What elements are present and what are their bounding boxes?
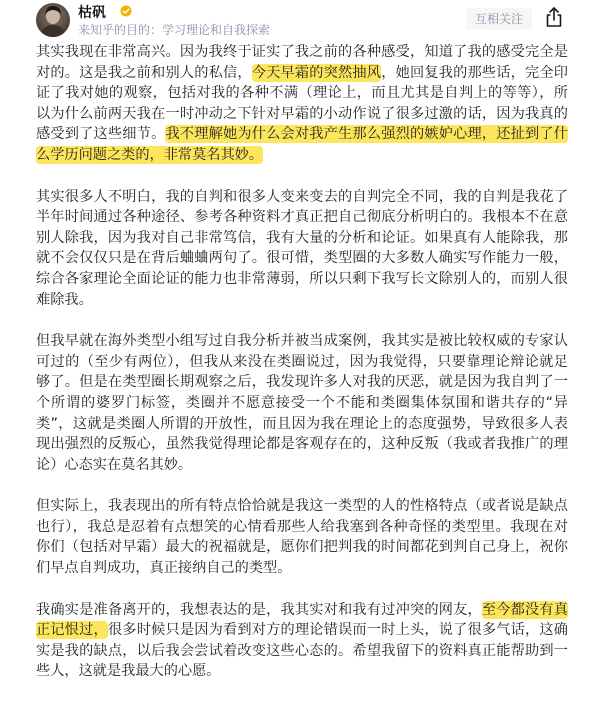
- highlight: 我不理解她为什么会对我产生那么强烈的嫉妒心理，还扯到了什么学历问题之类的，非常莫名其妙。: [36, 126, 568, 163]
- paragraph-5: [36, 600, 568, 682]
- article-body: [36, 42, 568, 703]
- paragraph-text: 很多时候只是因为看到对方的理论错误而一时上头，说了很多气话，这确实是我的缺点，以后我会尝试着改变这些心态的。希望我留下的资料真正能帮助到一些人，这就是我最大的心愿。: [36, 622, 568, 680]
- highlight: 今天早霜的突然抽风: [251, 64, 382, 81]
- paragraph-text: 其实我现在非常高兴。因为我终于证实了我之前的各种感受，知道了我的感受完全是对的。这是我之前和别人的私信，: [36, 44, 568, 81]
- share-icon[interactable]: [544, 6, 564, 28]
- author-bio: 来知乎的目的：学习理论和自我探索: [78, 23, 271, 37]
- avatar[interactable]: [36, 3, 70, 37]
- badge-icon: [120, 5, 132, 17]
- avatar-image: [36, 3, 70, 37]
- follow-button[interactable]: 互相关注: [466, 8, 532, 30]
- paragraph-2: 其实很多人不明白，我的自判和很多人变来变去的自判完全不同，我的自判是我花了半年时间通过各种途径、参考各种资料才真正把自己彻底分析明白的。我根本不在意别人除我，因为我对自己非常笃信，我有大量的分析和论证。如果真有人能除我，那就不会仅仅只是在背后蛐蛐两句了。很可惜，类型圈的大多数人确实写作能力一般，综合各家理论全面论证的能力也非常薄弱，所以只剩下我写长文除别人的，而别人很难除我。: [36, 188, 568, 308]
- author-header: [0, 0, 600, 40]
- paragraph-1: [36, 42, 568, 166]
- paragraph-text: 我确实是准备离开的，我想表达的是，我其实对和我有过冲突的网友，: [36, 601, 482, 618]
- paragraph-text: ，她回复我的那些话，完全印证了我对她的观察，包括对我的各种不满（理论上，而且尤其是自判上的等等），所以为什么前两天我在一时冲动之下针对早霜的小动作说了很多过激的话，因为我真的感受到了这些细节。: [36, 64, 568, 143]
- paragraph-3: 但我早就在海外类型小组写过自我分析并被当成案例，我其实是被比较权威的专家认可过的（至少有两位），但我从来没在类圈说过，因为我觉得，只要靠理论辩论就足够了。但是在类型圈长期观察之后，我发现许多人对我的厌恶，就是因为我自判了一个所谓的婆罗门标签，类圈并不愿意接受一个不能和类圈集体氛围和谐共存的“异类”，这就是类圈人所谓的开放性，而且因为我在理论上的态度强势，导致很多人表现出强烈的反叛心，虽然我觉得理论都是客观存在的，这种反叛（我或者我推广的理论）心态实在莫名其妙。: [36, 333, 568, 473]
- highlight: 至今都没有真正记恨过，: [36, 601, 568, 639]
- author-name[interactable]: 枯矾: [78, 5, 106, 21]
- paragraph-4: 但实际上，我表现出的所有特点恰恰就是我这一类型的人的性格特点（或者说是缺点也行），我总是忍着有点想笑的心情看那些人给我塞到各种奇怪的类型里。我现在对你们（包括对早霜）最大的祝福就是，愿你们把判我的时间都花到判自己身上，祝你们早点自判成功，真正接纳自己的类型。: [36, 498, 568, 577]
